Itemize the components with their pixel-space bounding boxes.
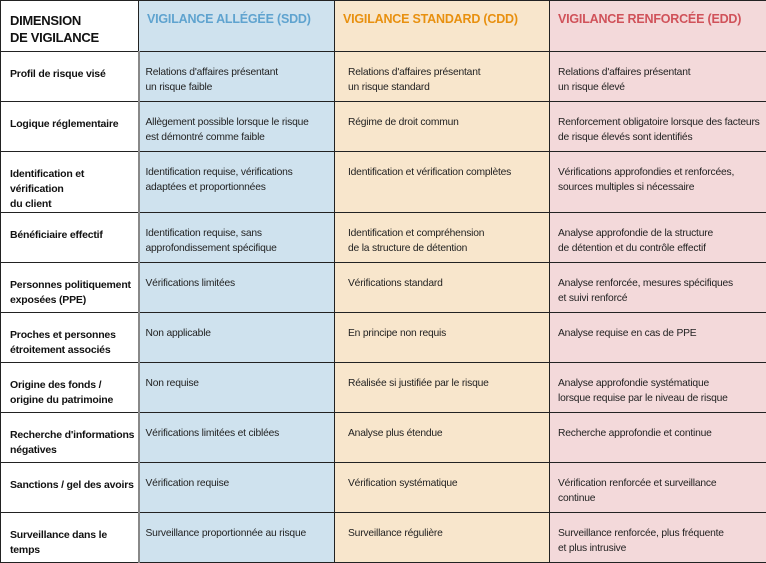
edd-text: Vérification renforcée et surveillance continue [550, 463, 766, 506]
header-dimension-cell [1, 1, 139, 52]
cdd-text: Vérification systématique [335, 463, 549, 491]
row-label-cell [1, 463, 139, 513]
sdd-cell [139, 413, 335, 463]
sdd-text: Vérification requise [140, 463, 335, 491]
edd-cell [550, 52, 766, 102]
cdd-cell [335, 363, 550, 413]
edd-cell [550, 313, 766, 363]
row-label: Profil de risque visé [1, 52, 138, 82]
table-row [1, 463, 766, 513]
cdd-text: Surveillance régulière [335, 513, 549, 541]
edd-text: Analyse approfondie de la structure de détention et du contrôle effectif [550, 213, 766, 256]
row-label-cell [1, 152, 139, 213]
edd-cell [550, 463, 766, 513]
sdd-text: Vérifications limitées et ciblées [140, 413, 335, 441]
row-label: Sanctions / gel des avoirs [1, 463, 138, 493]
sdd-cell [139, 213, 335, 263]
cdd-cell [335, 52, 550, 102]
sdd-cell [139, 513, 335, 563]
row-label-cell [1, 313, 139, 363]
row-label-cell [1, 413, 139, 463]
sdd-text: Vérifications limitées [140, 263, 335, 291]
sdd-text: Relations d'affaires présentant un risque faible [140, 52, 335, 95]
table-row [1, 213, 766, 263]
edd-cell [550, 263, 766, 313]
edd-text: Renforcement obligatoire lorsque des facteurs de risque élevés sont identifiés [550, 102, 766, 145]
cdd-text: Identification et compréhension de la structure de détention [335, 213, 549, 256]
row-label: Origine des fonds / origine du patrimoine [1, 363, 138, 408]
cdd-cell [335, 263, 550, 313]
sdd-cell [139, 313, 335, 363]
sdd-text: Non requise [140, 363, 335, 391]
cdd-cell [335, 463, 550, 513]
edd-text: Analyse approfondie systématique lorsque requise par le niveau de risque [550, 363, 766, 406]
row-label: Surveillance dans le temps [1, 513, 138, 558]
sdd-cell [139, 52, 335, 102]
header-dimension: DIMENSION DE VIGILANCE [1, 1, 138, 46]
cdd-text: Identification et vérification complètes [335, 152, 549, 180]
edd-text: Analyse requise en cas de PPE [550, 313, 766, 341]
header-edd-cell [550, 1, 766, 52]
cdd-cell [335, 413, 550, 463]
row-label: Logique réglementaire [1, 102, 138, 132]
sdd-text: Non applicable [140, 313, 335, 341]
cdd-text: Relations d'affaires présentant un risque standard [335, 52, 549, 95]
edd-text: Vérifications approfondies et renforcées, sources multiples si nécessaire [550, 152, 766, 195]
row-label: Recherche d'informations négatives [1, 413, 138, 458]
edd-text: Analyse renforcée, mesures spécifiques et suivi renforcé [550, 263, 766, 306]
row-label: Personnes politiquement exposées (PPE) [1, 263, 138, 308]
edd-cell [550, 413, 766, 463]
table-row [1, 513, 766, 563]
table-row [1, 152, 766, 213]
cdd-cell [335, 102, 550, 152]
edd-text: Recherche approfondie et continue [550, 413, 766, 441]
table-row [1, 413, 766, 463]
sdd-text: Identification requise, sans approfondissement spécifique [140, 213, 335, 256]
edd-cell [550, 152, 766, 213]
header-row [1, 1, 766, 52]
sdd-cell [139, 363, 335, 413]
table-row [1, 313, 766, 363]
sdd-cell [139, 152, 335, 213]
sdd-text: Identification requise, vérifications adaptées et proportionnées [140, 152, 335, 195]
cdd-text: Vérifications standard [335, 263, 549, 291]
cdd-text: Analyse plus étendue [335, 413, 549, 441]
sdd-cell [139, 263, 335, 313]
sdd-text: Allègement possible lorsque le risque est démontré comme faible [140, 102, 335, 145]
table-row [1, 263, 766, 313]
cdd-cell [335, 213, 550, 263]
row-label: Bénéficiaire effectif [1, 213, 138, 243]
row-label-cell [1, 52, 139, 102]
row-label-cell [1, 263, 139, 313]
edd-cell [550, 213, 766, 263]
header-sdd: VIGILANCE ALLÉGÉE (SDD) [139, 1, 334, 26]
edd-cell [550, 102, 766, 152]
sdd-cell [139, 463, 335, 513]
cdd-text: Réalisée si justifiée par le risque [335, 363, 549, 391]
edd-cell [550, 363, 766, 413]
edd-cell [550, 513, 766, 563]
table-row [1, 102, 766, 152]
edd-text: Surveillance renforcée, plus fréquente et plus intrusive [550, 513, 766, 556]
row-label-cell [1, 213, 139, 263]
cdd-text: En principe non requis [335, 313, 549, 341]
row-label: Proches et personnes étroitement associés [1, 313, 138, 358]
row-label-cell [1, 102, 139, 152]
row-label: Identification et vérification du client [1, 152, 138, 212]
row-label-cell [1, 513, 139, 563]
row-label-cell [1, 363, 139, 413]
cdd-text: Régime de droit commun [335, 102, 549, 130]
table-row [1, 363, 766, 413]
cdd-cell [335, 513, 550, 563]
edd-text: Relations d'affaires présentant un risque élevé [550, 52, 766, 95]
cdd-cell [335, 313, 550, 363]
header-cdd: VIGILANCE STANDARD (CDD) [335, 1, 549, 26]
table-row [1, 52, 766, 102]
header-sdd-cell [139, 1, 335, 52]
cdd-cell [335, 152, 550, 213]
header-edd: VIGILANCE RENFORCÉE (EDD) [550, 1, 766, 26]
sdd-cell [139, 102, 335, 152]
header-cdd-cell [335, 1, 550, 52]
sdd-text: Surveillance proportionnée au risque [140, 513, 335, 541]
